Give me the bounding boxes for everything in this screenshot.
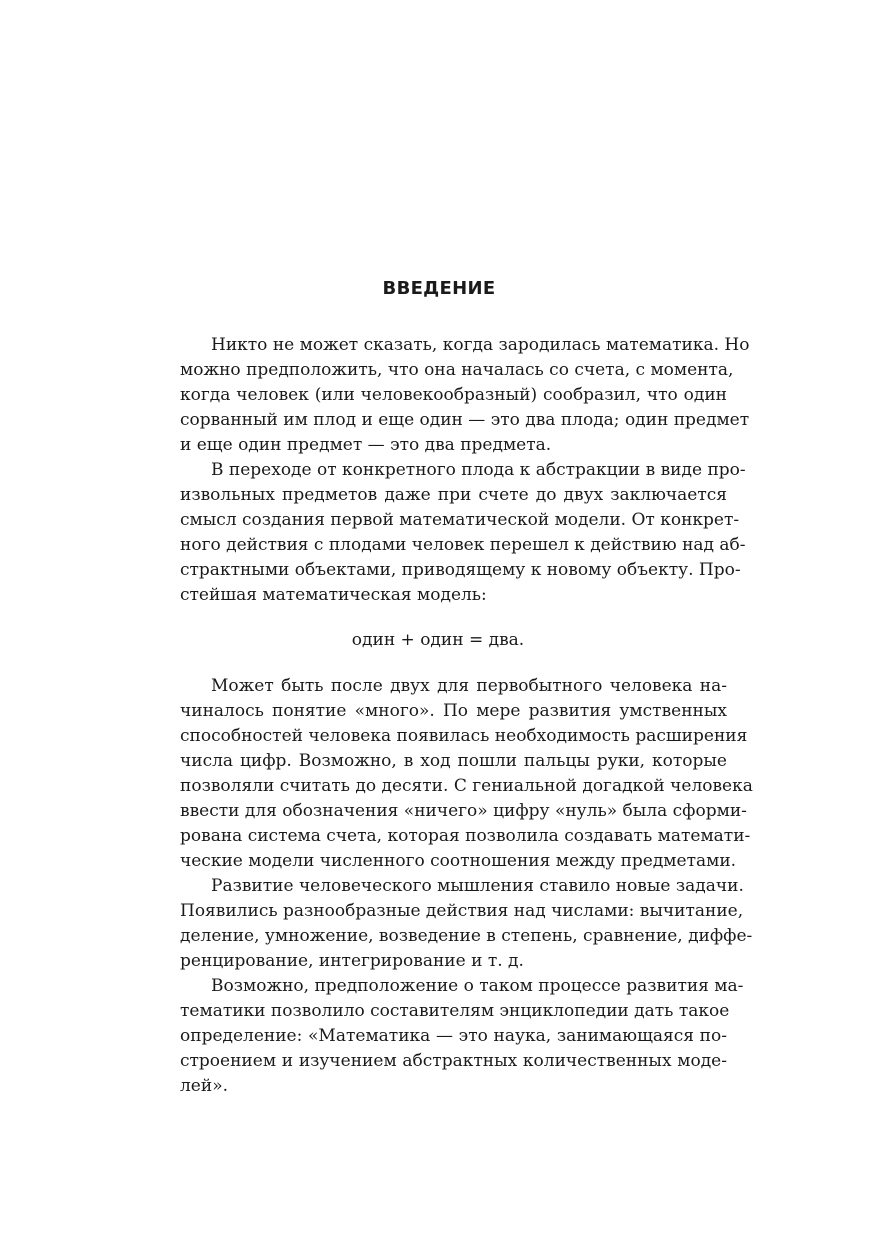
text-line: когда человек (или человекообразный) сообразил, что один <box>180 385 727 405</box>
text-line: строением и изучением абстрактных количественных моде- <box>180 1051 727 1071</box>
text-line: ренцирование, интегрирование и т. д. <box>180 951 524 971</box>
text-line: сорванный им плод и еще один — это два плода; один предмет <box>180 410 750 430</box>
text-line: тематики позволило составителям энциклопедии дать такое <box>180 1001 730 1021</box>
text-line: определение: «Математика — это наука, занимающаяся по- <box>180 1026 727 1046</box>
text-line: чиналось понятие «много». По мере развития умственных <box>180 701 727 721</box>
text-line: и еще один предмет — это два предмета. <box>180 435 552 455</box>
text-line: Возможно, предположение о таком процессе развития ма- <box>211 976 744 996</box>
text-line: В переходе от конкретного плода к абстракции в виде про- <box>211 460 746 480</box>
body-text <box>149 333 753 1099</box>
chapter-heading: ВВЕДЕНИЕ <box>382 278 496 299</box>
text-line: способностей человека появилась необходимость расширения <box>180 726 748 746</box>
text-line: ческие модели численного соотношения между предметами. <box>180 851 737 871</box>
text-line: можно предположить, что она началась со счета, с момента, <box>180 360 734 380</box>
text-line: страктными объектами, приводящему к новому объекту. Про- <box>180 560 741 580</box>
text-line: Никто не может сказать, когда зародилась математика. Но <box>211 335 750 355</box>
text-line: числа цифр. Возможно, в ход пошли пальцы руки, которые <box>180 751 727 771</box>
text-line: ввести для обозначения «ничего» цифру «нуль» была сформи- <box>180 801 747 821</box>
text-line: Может быть после двух для первобытного человека на- <box>211 676 727 696</box>
paragraph-2 <box>149 458 746 608</box>
text-line: ного действия с плодами человек перешел к действию над аб- <box>180 535 746 555</box>
text-line: стейшая математическая модель: <box>180 585 487 605</box>
paragraph-3 <box>149 674 753 874</box>
text-line: Появились разнообразные действия над числами: вычитание, <box>180 901 744 921</box>
text-line: позволяли считать до десяти. С гениальной догадкой человека <box>180 776 753 796</box>
text-line: лей». <box>180 1076 228 1096</box>
paragraph-4 <box>149 874 753 974</box>
text-line: рована система счета, которая позволила создавать математи- <box>180 826 751 846</box>
text-line: извольных предметов даже при счете до двух заключается <box>180 485 727 505</box>
text-line: деление, умножение, возведение в степень, сравнение, диффе- <box>180 926 753 946</box>
text-line: Развитие человеческого мышления ставило новые задачи. <box>211 876 744 896</box>
paragraph-1 <box>149 333 750 458</box>
formula: один + один = два. <box>351 630 525 650</box>
paragraph-5 <box>149 974 744 1099</box>
text-line: смысл создания первой математической модели. От конкрет- <box>180 510 740 530</box>
